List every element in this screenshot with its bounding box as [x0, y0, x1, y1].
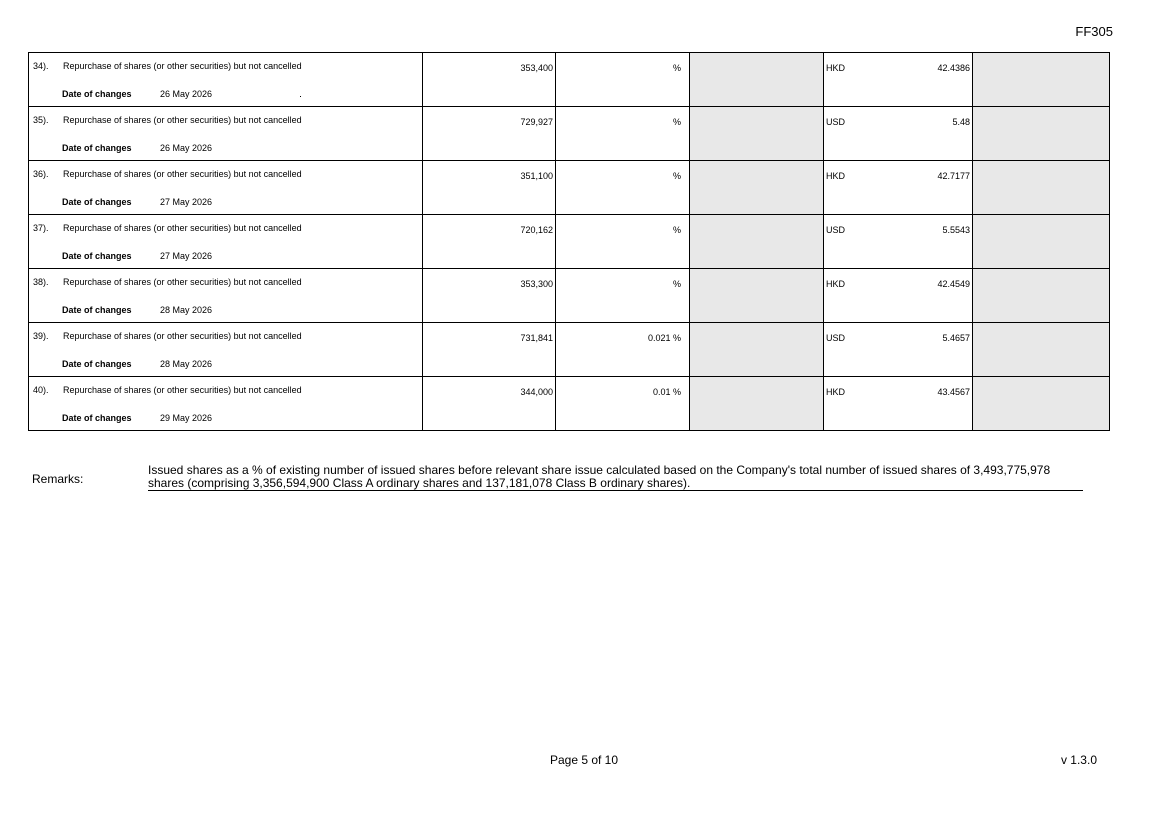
row-date-line — [62, 413, 212, 423]
shaded-cell — [690, 323, 824, 377]
percent-value: % — [672, 63, 681, 73]
shares-cell — [423, 107, 556, 161]
shares-value: 729,927 — [520, 117, 553, 127]
change-date: 28 May 2026 — [160, 359, 213, 369]
percent-cell — [556, 161, 690, 215]
date-label: Date of changes — [62, 251, 132, 261]
form-code: FF305 — [1075, 24, 1113, 39]
row-description-line — [33, 61, 302, 71]
row-description: Repurchase of shares (or other securities) but not cancelled — [63, 61, 302, 71]
row-number: 37). — [33, 223, 49, 233]
table-row — [29, 161, 1110, 215]
date-label: Date of changes — [62, 413, 132, 423]
shaded-cell — [973, 377, 1110, 431]
shares-cell — [423, 161, 556, 215]
percent-cell — [556, 215, 690, 269]
currency-code: HKD — [826, 63, 846, 73]
price-cell — [824, 215, 973, 269]
row-date-line — [62, 197, 212, 207]
row-number: 39). — [33, 331, 49, 341]
remarks-text: Issued shares as a % of existing number of issued shares before relevant share issue calculated based on the Company's total number of issued shares of 3,493,775,978 shares (comprising 3,356,594,900 Class A ordinary shares and 137,181,078 Class B ordinary shares). — [148, 464, 1083, 491]
percent-cell — [556, 269, 690, 323]
percent-cell — [556, 107, 690, 161]
row-description: Repurchase of shares (or other securities) but not cancelled — [63, 169, 302, 179]
price-cell — [824, 161, 973, 215]
shaded-cell — [690, 161, 824, 215]
shares-value: 344,000 — [520, 387, 553, 397]
price-value: 5.4657 — [942, 333, 970, 343]
date-label: Date of changes — [62, 359, 132, 369]
remarks-label: Remarks: — [32, 472, 84, 486]
price-value: 5.5543 — [942, 225, 970, 235]
currency-code: USD — [826, 333, 846, 343]
price-value: 43.4567 — [937, 387, 970, 397]
row-number: 34). — [33, 61, 49, 71]
date-label: Date of changes — [62, 143, 132, 153]
currency-code: USD — [826, 117, 846, 127]
row-number: 35). — [33, 115, 49, 125]
currency-code: HKD — [826, 279, 846, 289]
shares-value: 351,100 — [520, 171, 553, 181]
change-date: 26 May 2026 — [160, 89, 213, 99]
table-row — [29, 107, 1110, 161]
row-description: Repurchase of shares (or other securities) but not cancelled — [63, 385, 302, 395]
shaded-cell — [973, 53, 1110, 107]
percent-cell — [556, 323, 690, 377]
shaded-cell — [690, 269, 824, 323]
shaded-cell — [973, 215, 1110, 269]
percent-value: 0.021 % — [647, 333, 681, 343]
price-value: 42.7177 — [937, 171, 970, 181]
row-description: Repurchase of shares (or other securities) but not cancelled — [63, 331, 302, 341]
currency-code: HKD — [826, 387, 846, 397]
shares-value: 353,400 — [520, 63, 553, 73]
shares-cell — [423, 53, 556, 107]
currency-code: HKD — [826, 171, 846, 181]
price-cell — [824, 107, 973, 161]
price-value: 42.4549 — [937, 279, 970, 289]
row-description-line — [33, 277, 302, 287]
description-cell — [29, 215, 423, 269]
row-number: 36). — [33, 169, 49, 179]
description-cell — [29, 53, 423, 107]
date-label: Date of changes — [62, 305, 132, 315]
percent-value: % — [672, 171, 681, 181]
row-description-line — [33, 331, 302, 341]
shaded-cell — [973, 323, 1110, 377]
shares-value: 731,841 — [520, 333, 553, 343]
change-date: 26 May 2026 — [160, 143, 213, 153]
shaded-cell — [690, 107, 824, 161]
currency-code: USD — [826, 225, 846, 235]
description-cell — [29, 377, 423, 431]
row-description: Repurchase of shares (or other securities) but not cancelled — [63, 223, 302, 233]
percent-value: % — [672, 279, 681, 289]
change-date: 27 May 2026 — [160, 197, 213, 207]
shaded-cell — [690, 377, 824, 431]
shares-cell — [423, 323, 556, 377]
description-cell — [29, 107, 423, 161]
shares-cell — [423, 215, 556, 269]
page-number: Page 5 of 10 — [549, 753, 619, 767]
price-value: 42.4386 — [937, 63, 970, 73]
row-date-line — [62, 143, 212, 153]
price-cell — [824, 377, 973, 431]
price-value: 5.48 — [952, 117, 970, 127]
shares-value: 720,162 — [520, 225, 553, 235]
description-cell — [29, 161, 423, 215]
percent-value: % — [672, 225, 681, 235]
row-date-line — [62, 251, 212, 261]
stray-dot — [300, 96, 301, 97]
table-row — [29, 215, 1110, 269]
shaded-cell — [973, 161, 1110, 215]
price-cell — [824, 323, 973, 377]
description-cell — [29, 269, 423, 323]
percent-value: % — [672, 117, 681, 127]
row-description-line — [33, 385, 302, 395]
row-date-line — [62, 305, 212, 315]
percent-value: 0.01 % — [652, 387, 681, 397]
row-date-line — [62, 359, 212, 369]
table-row — [29, 323, 1110, 377]
table-row — [29, 53, 1110, 107]
row-description: Repurchase of shares (or other securities) but not cancelled — [63, 115, 302, 125]
row-description: Repurchase of shares (or other securities) but not cancelled — [63, 277, 302, 287]
date-label: Date of changes — [62, 197, 132, 207]
version-label: v 1.3.0 — [1060, 753, 1097, 767]
percent-cell — [556, 53, 690, 107]
price-cell — [824, 53, 973, 107]
table-row — [29, 269, 1110, 323]
row-description-line — [33, 223, 302, 233]
row-description-line — [33, 169, 302, 179]
shares-cell — [423, 269, 556, 323]
change-date: 27 May 2026 — [160, 251, 213, 261]
shares-value: 353,300 — [520, 279, 553, 289]
changes-table — [28, 52, 1110, 431]
shaded-cell — [690, 53, 824, 107]
shaded-cell — [973, 107, 1110, 161]
row-description-line — [33, 115, 302, 125]
row-number: 40). — [33, 385, 49, 395]
shaded-cell — [973, 269, 1110, 323]
shares-cell — [423, 377, 556, 431]
price-cell — [824, 269, 973, 323]
shaded-cell — [690, 215, 824, 269]
change-date: 28 May 2026 — [160, 305, 213, 315]
description-cell — [29, 323, 423, 377]
date-label: Date of changes — [62, 89, 132, 99]
table-row — [29, 377, 1110, 431]
row-date-line — [62, 89, 212, 99]
percent-cell — [556, 377, 690, 431]
row-number: 38). — [33, 277, 49, 287]
change-date: 29 May 2026 — [160, 413, 213, 423]
